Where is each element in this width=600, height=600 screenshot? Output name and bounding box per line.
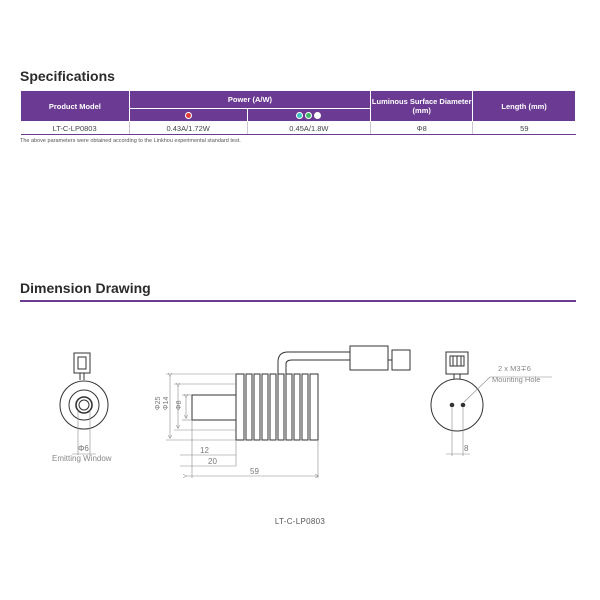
cell-power-red: 0.43A/1.72W: [129, 122, 247, 135]
emit-diameter-label: Φ6: [78, 444, 89, 453]
col-power: Power (A/W): [129, 91, 371, 109]
col-length: Length (mm): [473, 91, 576, 122]
col-product-model: Product Model: [21, 91, 130, 122]
col-luminous-diameter: Luminous Surface Diameter (mm): [371, 91, 473, 122]
hole-spacing-label: 8: [464, 444, 469, 453]
cell-diameter: Φ8: [371, 122, 473, 135]
diameter-8-label: Φ8: [176, 400, 183, 410]
cell-length: 59: [473, 122, 576, 135]
cell-model: LT-C-LP0803: [21, 122, 130, 135]
diameter-25-label: Φ25: [155, 396, 162, 410]
length-59-label: 59: [250, 467, 259, 476]
mount-count-label: 2 x M3∓6: [498, 364, 531, 373]
front-view: [60, 353, 108, 455]
side-view: [192, 346, 410, 440]
dimension-heading: Dimension Drawing: [20, 280, 151, 296]
specifications-heading: Specifications: [20, 68, 115, 84]
cell-power-other: 0.45A/1.8W: [247, 122, 371, 135]
model-caption: LT-C-LP0803: [274, 517, 326, 526]
length-12-label: 12: [200, 446, 209, 455]
length-20-label: 20: [208, 457, 217, 466]
diameter-14-label: Φ14: [163, 396, 170, 410]
specifications-note: The above parameters were obtained according to the Linkhou experimental standard test.: [20, 138, 241, 144]
mounting-hole-label: Mounting Hole: [492, 375, 541, 384]
emitting-window-label: Emitting Window: [52, 454, 112, 463]
